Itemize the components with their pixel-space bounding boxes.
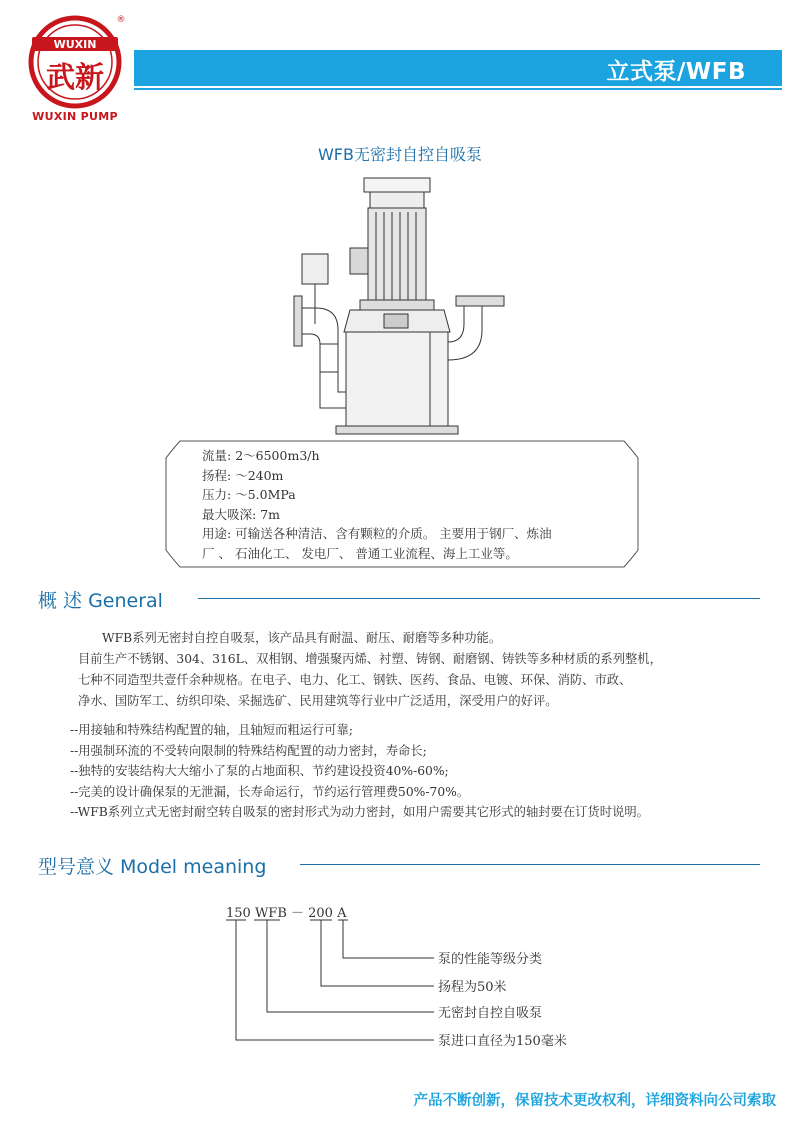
- paragraph-line: 净水、国防军工、纺织印染、采掘选矿、民用建筑等行业中广泛适用，深受用户的好评。: [78, 694, 558, 708]
- paragraph-line: WFB系列无密封自控自吸泵，该产品具有耐温、耐压、耐磨等多种功能。: [102, 631, 502, 645]
- model-label-type: 无密封自控自吸泵: [438, 1006, 543, 1021]
- paragraph-line: 七种不同造型共壹仟余种规格。在电子、电力、化工、钢铁、医药、食品、电镀、环保、消防、市政、: [78, 673, 632, 687]
- feature-item: --用接轴和特殊结构配置的轴，且轴短而粗运行可靠;: [70, 723, 353, 737]
- spec-row-pressure: 压力: ～5.0MPa: [202, 487, 296, 502]
- model-code: 150 WFB － 200 A: [226, 906, 347, 921]
- feature-list: [70, 720, 760, 823]
- registered-mark: ®: [116, 15, 126, 25]
- general-heading: 概 述 General: [38, 590, 163, 612]
- logo-chinese-name: 武新: [45, 60, 105, 94]
- spec-row-flow: 流量: 2～6500m3/h: [202, 448, 320, 463]
- feature-item: --完美的设计确保泵的无泄漏，长寿命运行，节约运行管理费50%-70%。: [70, 784, 470, 799]
- feature-item: --WFB系列立式无密封耐空转自吸泵的密封形式为动力密封，如用户需要其它形式的轴封要在订货时说明。: [70, 805, 649, 819]
- spec-row-suction: 最大吸深: 7m: [202, 506, 281, 522]
- model-meaning-heading: 型号意义 Model meaning: [38, 856, 267, 878]
- spec-row-head: 扬程: ～240m: [202, 467, 284, 483]
- brand-logo: [22, 12, 128, 124]
- general-heading-rule: [198, 598, 760, 599]
- model-label-head: 扬程为50米: [438, 980, 507, 995]
- model-label-inlet: 泵进口直径为150毫米: [438, 1034, 567, 1049]
- general-paragraph: [78, 628, 738, 712]
- header-band: [134, 50, 782, 86]
- logo-tagline: WUXIN PUMP: [32, 110, 118, 123]
- model-meaning-heading-rule: [300, 864, 760, 865]
- footer-note: 产品不断创新，保留技术更改权利，详细资料向公司索取: [413, 1093, 776, 1109]
- product-title: WFB无密封自控自吸泵: [317, 145, 482, 164]
- feature-item: --独特的安装结构大大缩小了泵的占地面积、节约建设投资40%-60%;: [70, 764, 449, 778]
- logo-emblem: [22, 12, 128, 110]
- header-divider: [134, 88, 782, 90]
- logo-wordmark: WUXIN: [53, 38, 97, 51]
- spec-row-usage-continued: 厂 、 石油化工、 发电厂、 普通工业流程、海上工业等。: [202, 545, 518, 561]
- pump-illustration: [280, 172, 520, 444]
- model-label-grade: 泵的性能等级分类: [438, 952, 543, 967]
- feature-item: --用强制环流的不受转向限制的特殊结构配置的动力密封，寿命长;: [70, 743, 427, 758]
- spec-row-usage: 用途: 可输送各种清洁、含有颗粒的介质。 主要用于钢厂、炼油: [202, 526, 552, 541]
- page-category-title: 立式泵/WFB: [606, 59, 746, 85]
- model-diagram: [200, 896, 620, 1056]
- paragraph-line: 目前生产不锈钢、304、316L、双相钢、增强聚丙烯、衬塑、铸钢、耐磨钢、铸铁等多种材质的系列整机，: [78, 652, 662, 666]
- specs-list: [202, 446, 622, 563]
